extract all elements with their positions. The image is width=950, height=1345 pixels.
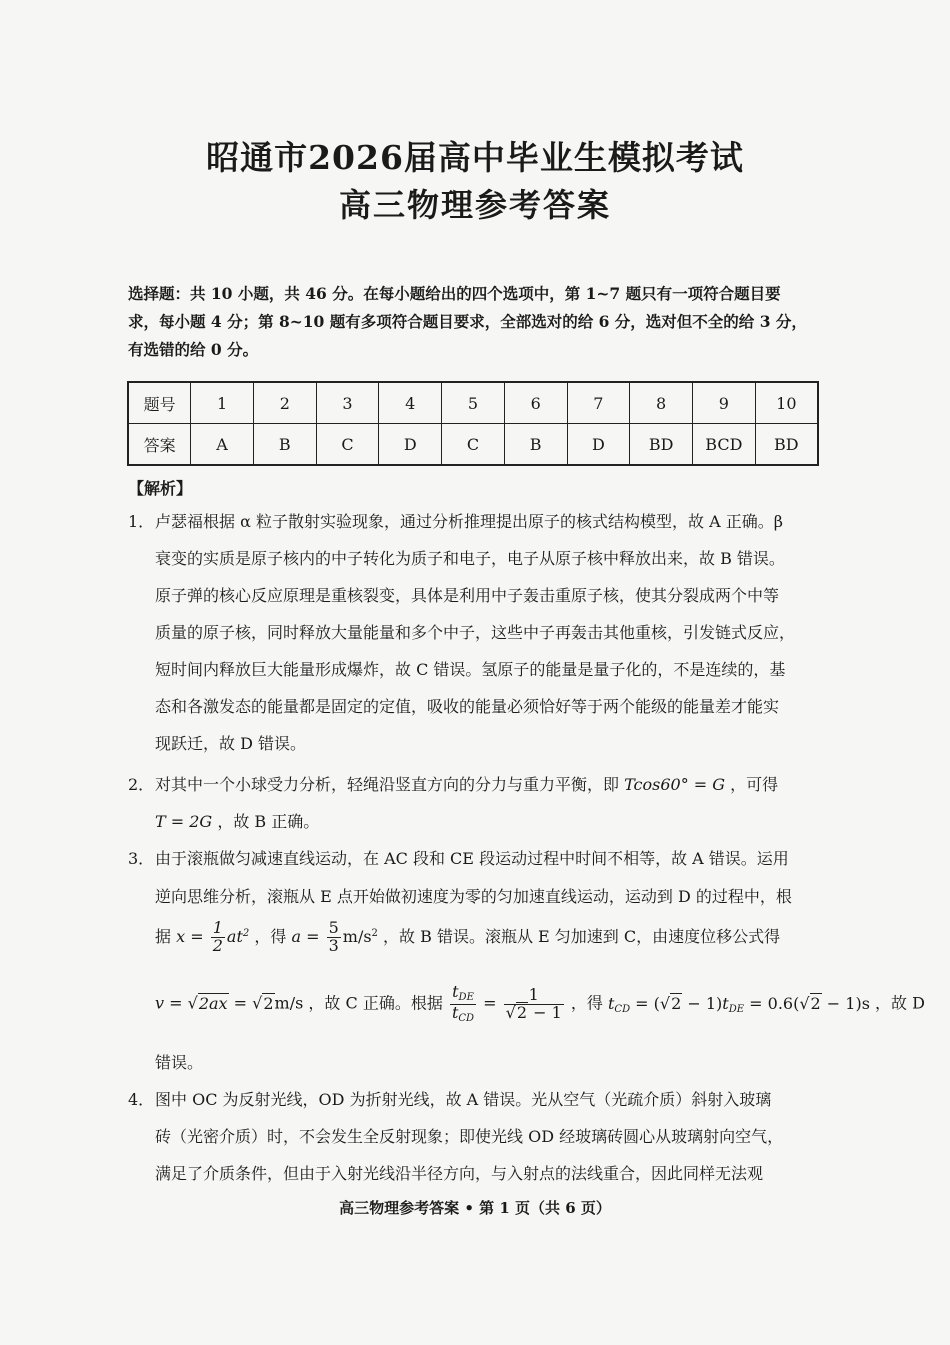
- item-number: 1．: [128, 512, 155, 531]
- item-number: 4．: [128, 1090, 155, 1109]
- analysis-line: 由于滚瓶做匀减速直线运动，在 AC 段和 CE 段运动过程中时间不相等，故 A 错误。运用: [155, 849, 789, 868]
- question-number: 10: [755, 382, 818, 424]
- analysis-line: 砖（光密介质）时，不会发生全反射现象；即使光线 OD 经玻璃砖圆心从玻璃射向空气，: [155, 1127, 784, 1146]
- analysis-text: 对其中一个小球受力分析，轻绳沿竖直方向的分力与重力平衡，即: [155, 775, 620, 794]
- answer-cell: D: [379, 424, 442, 466]
- time-cd-result: $t_{CD} = (√2 - 1)t_{DE} = 0.6(√2 - 1)s$: [607, 993, 870, 1015]
- analysis-line: 图中 OC 为反射光线，OD 为折射光线，故 A 错误。光从空气（光疏介质）斜射入玻璃: [155, 1090, 772, 1109]
- answer-cell: B: [504, 424, 567, 466]
- multiple-choice-instructions: [128, 280, 820, 364]
- analysis-math-line: [155, 920, 780, 955]
- exam-subtitle: 高三物理参考答案: [338, 186, 611, 224]
- page-footer: 高三物理参考答案 • 第 1 页（共 6 页）: [339, 1199, 611, 1217]
- row-label: 题号: [128, 382, 191, 424]
- analysis-text: ，故 D: [875, 993, 925, 1013]
- question-number: 1: [191, 382, 254, 424]
- exam-title: 昭通市2026届高中毕业生模拟考试: [206, 138, 744, 177]
- analysis-line: [155, 772, 778, 795]
- item-number: 3．: [128, 849, 155, 868]
- analysis-text: ，故 B 错误。滚瓶从 E 匀加速到 C，由速度位移公式得: [383, 926, 781, 946]
- analysis-line: 错误。: [155, 1053, 204, 1072]
- analysis-line: 衰变的实质是原子核内的中子转化为质子和电子，电子从原子核中释放出来，故 B 错误。: [155, 549, 785, 568]
- instruction-line: 求，每小题 4 分；第 8~10 题有多项符合题目要求，全部选对的给 6 分，选对但不全的给 3 分，: [128, 312, 807, 331]
- question-number: 7: [567, 382, 630, 424]
- row-label: 答案: [128, 424, 191, 466]
- displacement-formula: x = $\frac{1}{2}$ $at^2$: [176, 918, 250, 955]
- velocity-formula: v = √2ax = √2m/s: [155, 993, 304, 1013]
- question-number: 5: [442, 382, 505, 424]
- instruction-line: 有选错的给 0 分。: [128, 340, 259, 359]
- tension-result: T = 2G: [155, 812, 213, 831]
- analysis-text: ，得: [254, 926, 287, 946]
- answer-cell: C: [316, 424, 379, 466]
- question-number: 4: [379, 382, 442, 424]
- analysis-line: 态和各激发态的能量都是固定的定值，吸收的能量必须恰好等于两个能级的能量差才能实: [155, 697, 780, 716]
- analysis-line: [155, 809, 319, 832]
- analysis-text: ，故 B 正确。: [217, 812, 320, 831]
- question-number: 8: [630, 382, 693, 424]
- instruction-line: 选择题：共 10 小题，共 46 分。在每小题给出的四个选项中，第 1~7 题只有一项符合题目要: [128, 284, 781, 303]
- analysis-text: ，故 C 正确。根据: [308, 993, 443, 1013]
- answer-cell: B: [253, 424, 316, 466]
- analysis-line: 短时间内释放巨大能量形成爆炸，故 C 错误。氢原子的能量是量子化的，不是连续的，基: [155, 660, 786, 679]
- analysis-line: 满足了介质条件，但由于入射光线沿半径方向，与入射点的法线重合，因此同样无法观: [155, 1164, 764, 1183]
- answer-cell: BCD: [692, 424, 755, 466]
- ratio-value: $\frac{1}{√2 - 1}$: [505, 984, 562, 1022]
- question-number: 2: [253, 382, 316, 424]
- answer-cell: BD: [755, 424, 818, 466]
- answer-table: [127, 381, 819, 466]
- analysis-text: ，可得: [730, 775, 779, 794]
- question-number: 9: [692, 382, 755, 424]
- answer-cell: A: [191, 424, 254, 466]
- answer-cell: BD: [630, 424, 693, 466]
- answer-row: [128, 424, 818, 466]
- time-ratio-formula: $\frac{t_{DE}}{t_{CD}}$: [451, 982, 475, 1024]
- answer-cell: C: [442, 424, 505, 466]
- analysis-line: 逆向思维分析，滚瓶从 E 点开始做初速度为零的匀加速直线运动，运动到 D 的过程中，根: [155, 887, 792, 906]
- answer-cell: D: [567, 424, 630, 466]
- tension-equation: Tcos60° = G: [624, 775, 726, 794]
- analysis-math-line: v = √2ax = √2m/s ，故 C 正确。根据 $\frac{t_{DE}}{t_{CD}}$ = $\frac{1}{√2 - 1}$ ，得 $t_{CD} = (√2 - 1)t_{DE} = 0.6(√2 - 1)s$ ，故 D: [155, 982, 925, 1024]
- analysis-line: 现跃迁，故 D 错误。: [155, 734, 307, 753]
- acceleration-result: a = $\frac{5}{3}$ $m/s^2$: [291, 918, 378, 955]
- question-number-row: [128, 382, 818, 424]
- analysis-text: ，得: [570, 993, 603, 1013]
- analysis-heading: 【解析】: [128, 479, 193, 498]
- analysis-line: 卢瑟福根据 α 粒子散射实验现象，通过分析推理提出原子的核式结构模型，故 A 正确。β: [155, 512, 783, 531]
- analysis-line: 质量的原子核，同时释放大量能量和多个中子，这些中子再轰击其他重核，引发链式反应，: [155, 623, 796, 642]
- item-number: 2．: [128, 775, 155, 794]
- question-number: 6: [504, 382, 567, 424]
- question-number: 3: [316, 382, 379, 424]
- analysis-line: 原子弹的核心反应原理是重核裂变，具体是利用中子轰击重原子核，使其分裂成两个中等: [155, 586, 780, 605]
- analysis-text: 据: [155, 926, 172, 946]
